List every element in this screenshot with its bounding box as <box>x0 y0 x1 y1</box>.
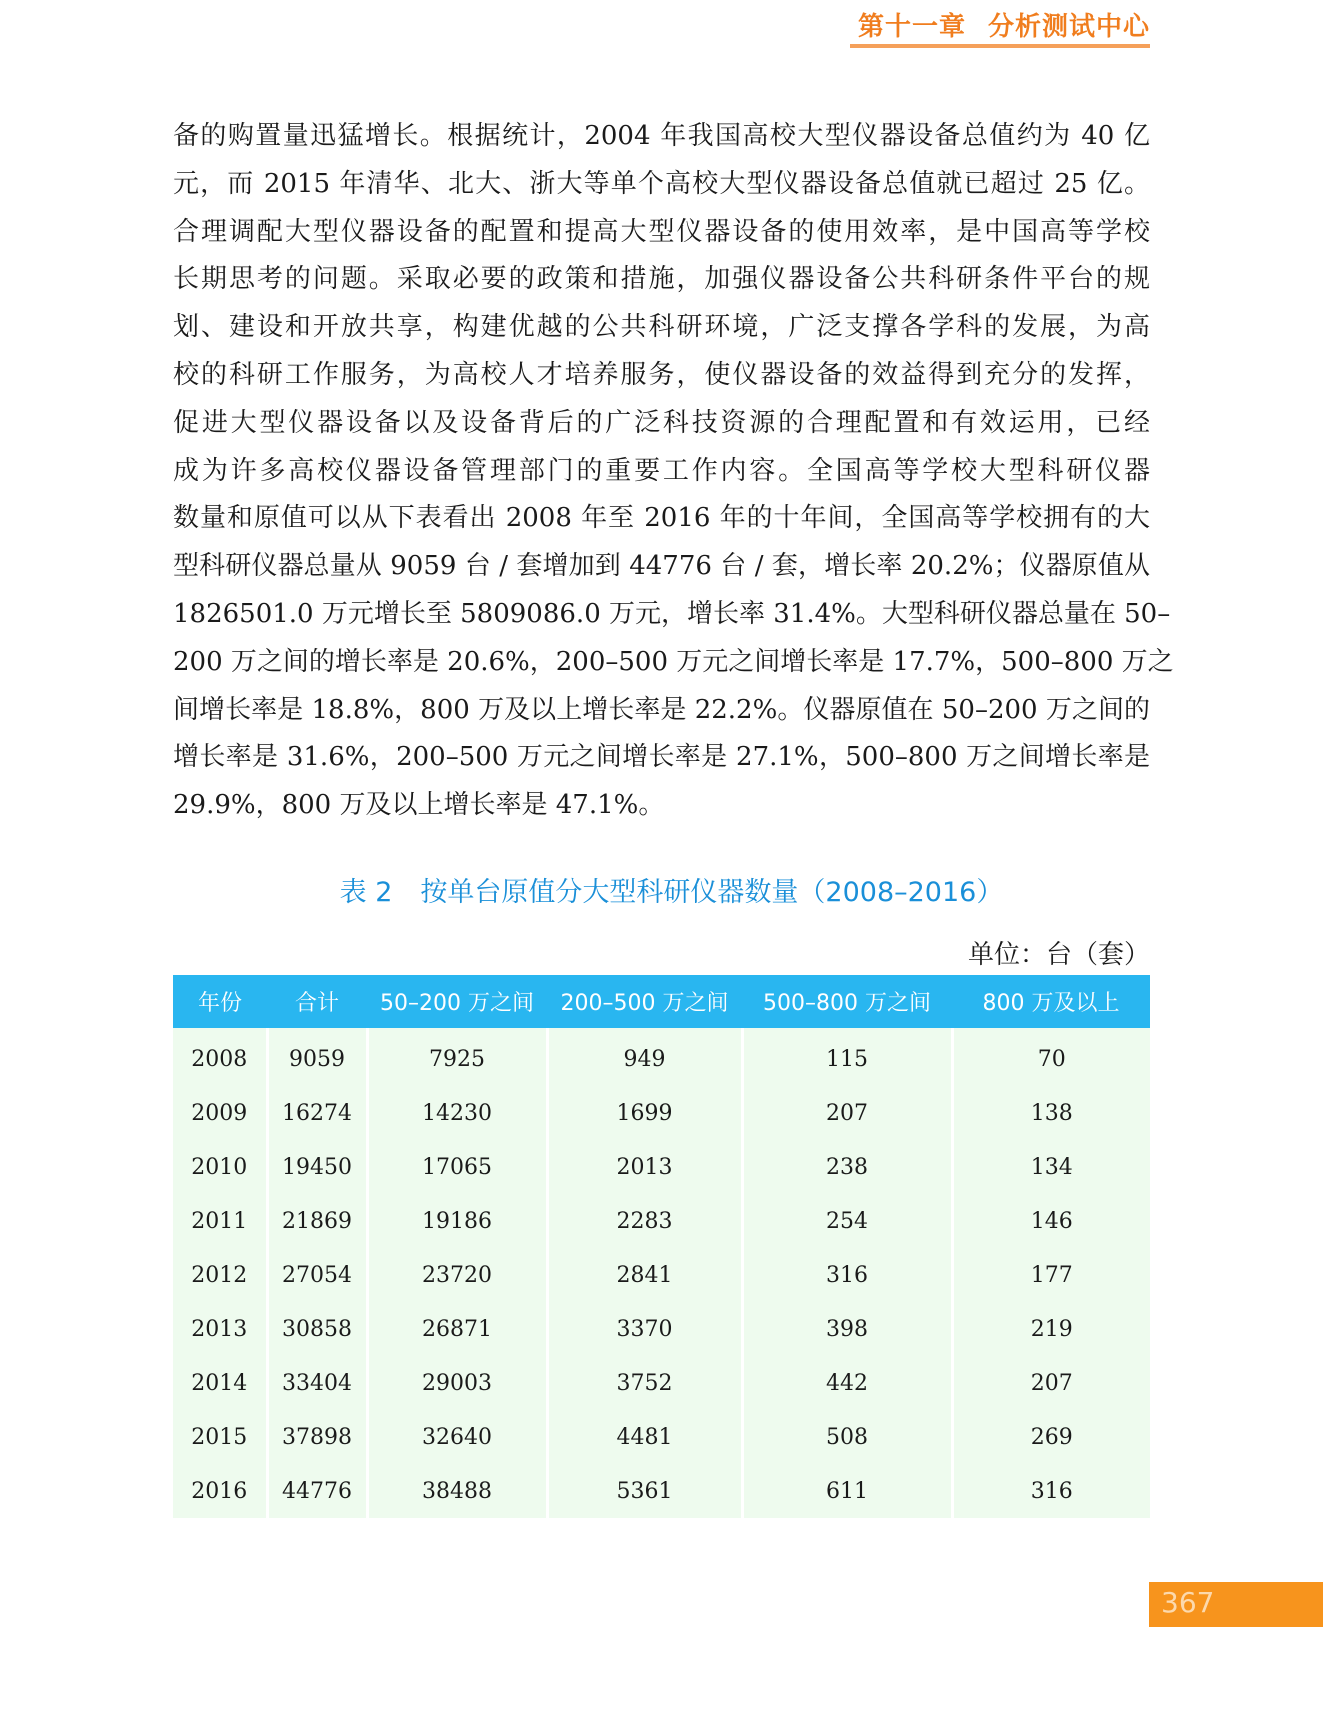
table-cell: 269 <box>952 1410 1150 1464</box>
table-header-row <box>173 975 1150 1028</box>
table-cell: 19450 <box>267 1140 367 1194</box>
table-cell: 3752 <box>547 1356 742 1410</box>
body-line: 合理调配大型仪器设备的配置和提高大型仪器设备的使用效率，是中国高等学校 <box>173 216 1150 247</box>
body-paragraph <box>173 113 1174 830</box>
table-cell: 177 <box>952 1248 1150 1302</box>
instrument-count-table <box>173 975 1150 1518</box>
table-cell: 26871 <box>367 1302 547 1356</box>
table-cell: 611 <box>742 1464 952 1518</box>
table-cell: 30858 <box>267 1302 367 1356</box>
table-cell: 2009 <box>173 1086 267 1140</box>
table-row <box>173 1086 1150 1140</box>
table-row <box>173 1356 1150 1410</box>
body-line: 备的购置量迅猛增长。根据统计，2004 年我国高校大型仪器设备总值约为 40 亿 <box>173 121 1150 151</box>
body-line: 元，而 2015 年清华、北大、浙大等单个高校大型仪器设备总值就已超过 25 亿。 <box>173 168 1150 199</box>
column-header-year: 年份 <box>173 975 267 1028</box>
body-line: 型科研仪器总量从 9059 台 / 套增加到 44776 台 / 套，增长率 20.2%；仪器原值从 <box>173 551 1150 582</box>
table-cell: 16274 <box>267 1086 367 1140</box>
column-header-500-800: 500–800 万之间 <box>742 975 952 1028</box>
chapter-title: 分析测试中心 <box>987 12 1150 42</box>
body-line: 校的科研工作服务，为高校人才培养服务，使仪器设备的效益得到充分的发挥， <box>173 359 1150 390</box>
table-cell: 2013 <box>547 1140 742 1194</box>
table-cell: 254 <box>742 1194 952 1248</box>
table-cell: 23720 <box>367 1248 547 1302</box>
table-cell: 32640 <box>367 1410 547 1464</box>
body-line: 促进大型仪器设备以及设备背后的广泛科技资源的合理配置和有效运用，已经 <box>173 407 1150 438</box>
table-cell: 2283 <box>547 1194 742 1248</box>
body-line: 增长率是 31.6%，200–500 万元之间增长率是 27.1%，500–800 万之间增长率是 <box>173 742 1150 773</box>
table-cell: 442 <box>742 1356 952 1410</box>
chapter-number: 第十一章 <box>857 12 966 42</box>
table-cell: 29003 <box>367 1356 547 1410</box>
column-header-800-plus: 800 万及以上 <box>952 975 1150 1028</box>
table-cell: 2011 <box>173 1194 267 1248</box>
table-cell: 508 <box>742 1410 952 1464</box>
table-caption <box>0 870 1323 909</box>
body-line: 成为许多高校仪器设备管理部门的重要工作内容。全国高等学校大型科研仪器 <box>173 455 1150 486</box>
table-cell: 19186 <box>367 1194 547 1248</box>
table-unit-label: 单位：台（套） <box>967 940 1150 970</box>
table-cell: 38488 <box>367 1464 547 1518</box>
table-cell: 2013 <box>173 1302 267 1356</box>
table-cell: 949 <box>547 1028 742 1086</box>
table-cell: 207 <box>742 1086 952 1140</box>
header-rule <box>850 44 1150 48</box>
table-cell: 2841 <box>547 1248 742 1302</box>
column-header-50-200: 50–200 万之间 <box>367 975 547 1028</box>
table-cell: 2012 <box>173 1248 267 1302</box>
table-cell: 21869 <box>267 1194 367 1248</box>
table-row <box>173 1248 1150 1302</box>
table-cell: 9059 <box>267 1028 367 1086</box>
table-cell: 316 <box>952 1464 1150 1518</box>
column-header-total: 合计 <box>267 975 367 1028</box>
body-line: 数量和原值可以从下表看出 2008 年至 2016 年的十年间，全国高等学校拥有的大 <box>173 503 1150 534</box>
body-line: 划、建设和开放共享，构建优越的公共科研环境，广泛支撑各学科的发展，为高 <box>173 312 1150 343</box>
body-line: 200 万之间的增长率是 20.6%，200–500 万元之间增长率是 17.7%，500–800 万之 <box>173 646 1174 677</box>
table-cell: 17065 <box>367 1140 547 1194</box>
table-row <box>173 1194 1150 1248</box>
body-line: 长期思考的问题。采取必要的政策和措施，加强仪器设备公共科研条件平台的规 <box>173 264 1150 295</box>
table-cell: 2016 <box>173 1464 267 1518</box>
table-cell: 138 <box>952 1086 1150 1140</box>
table-cell: 2008 <box>173 1028 267 1086</box>
table-cell: 207 <box>952 1356 1150 1410</box>
table-cell: 398 <box>742 1302 952 1356</box>
body-line: 29.9%，800 万及以上增长率是 47.1%。 <box>173 790 665 821</box>
table-caption-number: 表 2 <box>339 877 393 908</box>
table-row <box>173 1140 1150 1194</box>
body-line: 1826501.0 万元增长至 5809086.0 万元，增长率 31.4%。大型科研仪器总量在 50– <box>173 598 1171 629</box>
body-line: 间增长率是 18.8%，800 万及以上增长率是 22.2%。仪器原值在 50–200 万之间的 <box>173 694 1150 725</box>
table-cell: 115 <box>742 1028 952 1086</box>
table-cell: 44776 <box>267 1464 367 1518</box>
table-cell: 2015 <box>173 1410 267 1464</box>
table-cell: 1699 <box>547 1086 742 1140</box>
table-cell: 2014 <box>173 1356 267 1410</box>
table-cell: 3370 <box>547 1302 742 1356</box>
table-row <box>173 1028 1150 1086</box>
table-cell: 27054 <box>267 1248 367 1302</box>
table-caption-title: 按单台原值分大型科研仪器数量（2008–2016） <box>420 877 1004 908</box>
table-cell: 316 <box>742 1248 952 1302</box>
table-cell: 37898 <box>267 1410 367 1464</box>
table-cell: 7925 <box>367 1028 547 1086</box>
page-number-tab <box>1149 1582 1323 1627</box>
column-header-200-500: 200–500 万之间 <box>547 975 742 1028</box>
table-cell: 70 <box>952 1028 1150 1086</box>
page-number: 367 <box>1161 1586 1215 1619</box>
table-cell: 134 <box>952 1140 1150 1194</box>
table-cell: 4481 <box>547 1410 742 1464</box>
table-cell: 33404 <box>267 1356 367 1410</box>
table-cell: 219 <box>952 1302 1150 1356</box>
table-cell: 146 <box>952 1194 1150 1248</box>
table-cell: 14230 <box>367 1086 547 1140</box>
table-row <box>173 1410 1150 1464</box>
table-row <box>173 1302 1150 1356</box>
table-cell: 5361 <box>547 1464 742 1518</box>
table-cell: 238 <box>742 1140 952 1194</box>
table-cell: 2010 <box>173 1140 267 1194</box>
chapter-header <box>858 6 1150 43</box>
table-row <box>173 1464 1150 1518</box>
